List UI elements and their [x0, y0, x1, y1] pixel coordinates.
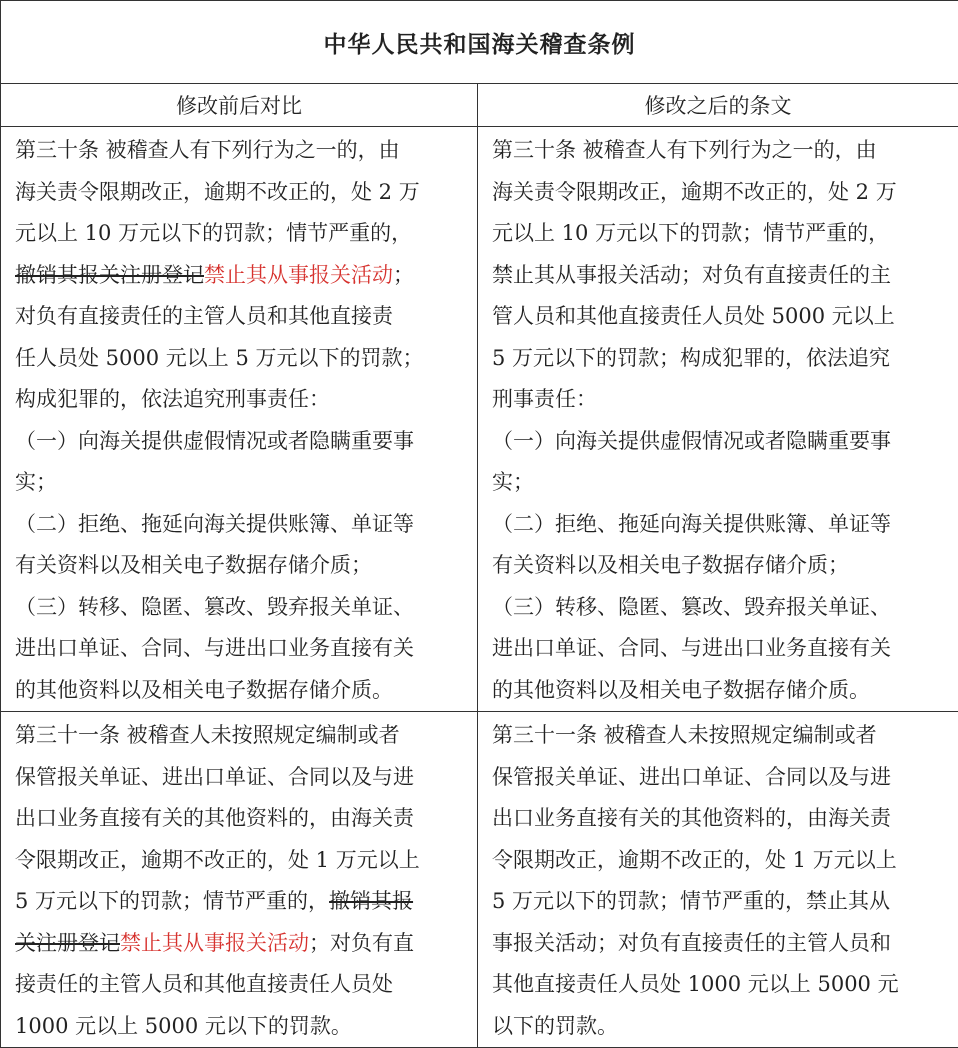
text-line: 的其他资料以及相关电子数据存储介质。	[492, 670, 946, 712]
text-line: 5 万元以下的罚款；情节严重的，禁止其从	[492, 881, 946, 923]
text-line: 海关责令限期改正，逾期不改正的，处 2 万	[492, 172, 946, 214]
deleted-text: 关注册登记	[15, 931, 120, 955]
text-line: 任人员处 5000 元以上 5 万元以下的罚款；	[15, 338, 465, 380]
article-31-amended	[478, 712, 958, 1048]
text-line: 出口业务直接有关的其他资料的，由海关责	[492, 798, 946, 840]
text-line: 令限期改正，逾期不改正的，处 1 万元以上	[15, 840, 465, 882]
text-line: 第三十条 被稽查人有下列行为之一的，由	[15, 130, 465, 172]
inserted-text: 禁止其从事报关活动	[120, 931, 309, 955]
article-30-amended	[478, 127, 958, 712]
text-line: 令限期改正，逾期不改正的，处 1 万元以上	[492, 840, 946, 882]
text-line: 海关责令限期改正，逾期不改正的，处 2 万	[15, 172, 465, 214]
deleted-text: 撤销其报	[329, 889, 413, 913]
text-line: （二）拒绝、拖延向海关提供账簿、单证等	[492, 504, 946, 546]
text-line: 禁止其从事报关活动；对负有直接责任的主	[492, 255, 946, 297]
column-header-amended-text: 修改之后的条文	[478, 84, 958, 127]
text-line: 第三十一条 被稽查人未按照规定编制或者	[492, 715, 946, 757]
text-line: 保管报关单证、进出口单证、合同以及与进	[492, 757, 946, 799]
text-line: 有关资料以及相关电子数据存储介质；	[15, 545, 465, 587]
text-line: （三）转移、隐匿、篡改、毁弃报关单证、	[15, 587, 465, 629]
text-line: 构成犯罪的，依法追究刑事责任：	[15, 379, 465, 421]
text-line: 以下的罚款。	[492, 1006, 946, 1048]
text-line: 进出口单证、合同、与进出口业务直接有关	[15, 628, 465, 670]
text-line: 其他直接责任人员处 1000 元以上 5000 元	[492, 964, 946, 1006]
text-line: 第三十条 被稽查人有下列行为之一的，由	[492, 130, 946, 172]
article-31-row	[1, 712, 958, 1048]
text-line: 实；	[492, 462, 946, 504]
article-30-row	[1, 127, 958, 712]
inserted-text: 禁止其从事报关活动	[204, 263, 393, 287]
article-31-comparison	[1, 712, 478, 1048]
deleted-text: 撤销其报关注册登记	[15, 263, 204, 287]
text-line: 1000 元以上 5000 元以下的罚款。	[15, 1006, 465, 1048]
text-line: （一）向海关提供虚假情况或者隐瞒重要事	[15, 421, 465, 463]
text-line: 出口业务直接有关的其他资料的，由海关责	[15, 798, 465, 840]
text-line: 刑事责任：	[492, 379, 946, 421]
text-line: （一）向海关提供虚假情况或者隐瞒重要事	[492, 421, 946, 463]
title-row	[1, 1, 958, 84]
text-line: 接责任的主管人员和其他直接责任人员处	[15, 964, 465, 1006]
text-line: 管人员和其他直接责任人员处 5000 元以上	[492, 296, 946, 338]
text-fragment: ；	[393, 263, 414, 287]
text-line: 对负有直接责任的主管人员和其他直接责	[15, 296, 465, 338]
text-line	[15, 881, 465, 923]
text-line: 事报关活动；对负有直接责任的主管人员和	[492, 923, 946, 965]
text-fragment: ；对负有直	[309, 931, 414, 955]
text-line: 5 万元以下的罚款；构成犯罪的，依法追究	[492, 338, 946, 380]
column-header-before-after: 修改前后对比	[1, 84, 478, 127]
text-line	[15, 923, 465, 965]
text-line: 保管报关单证、进出口单证、合同以及与进	[15, 757, 465, 799]
text-fragment: 5 万元以下的罚款；情节严重的，	[15, 889, 329, 913]
header-row	[1, 84, 958, 127]
text-line: 元以上 10 万元以下的罚款；情节严重的，	[492, 213, 946, 255]
text-line: （三）转移、隐匿、篡改、毁弃报关单证、	[492, 587, 946, 629]
text-line: 第三十一条 被稽查人未按照规定编制或者	[15, 715, 465, 757]
text-line: 元以上 10 万元以下的罚款；情节严重的，	[15, 213, 465, 255]
text-line: 的其他资料以及相关电子数据存储介质。	[15, 670, 465, 712]
text-line	[15, 255, 465, 297]
text-line: 进出口单证、合同、与进出口业务直接有关	[492, 628, 946, 670]
text-line: 实；	[15, 462, 465, 504]
table-title: 中华人民共和国海关稽查条例	[1, 1, 958, 84]
article-30-comparison	[1, 127, 478, 712]
text-line: 有关资料以及相关电子数据存储介质；	[492, 545, 946, 587]
text-line: （二）拒绝、拖延向海关提供账簿、单证等	[15, 504, 465, 546]
